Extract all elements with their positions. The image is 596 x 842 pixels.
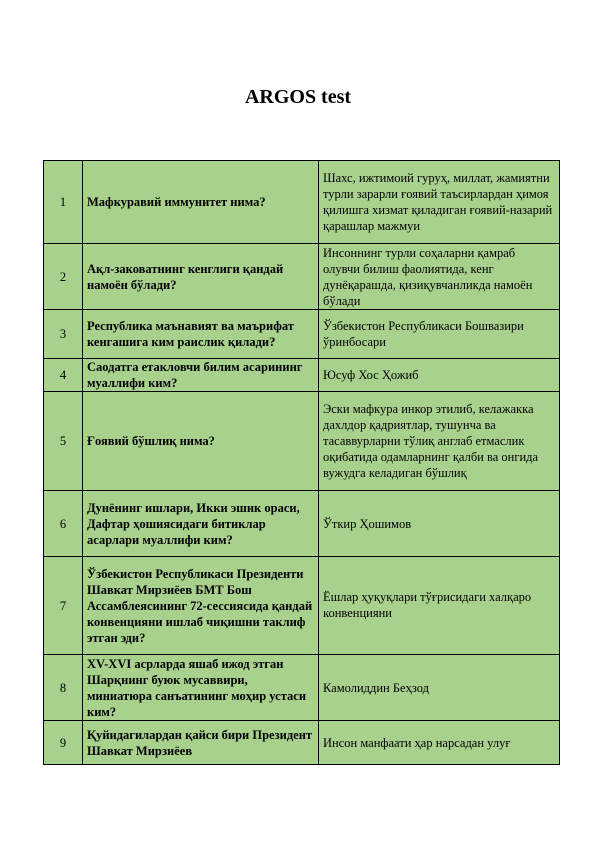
table-row xyxy=(44,721,560,765)
answer-cell: Инсоннинг турли соҳаларни қамраб олувчи билиш фаолиятида, кенг дунёқарашда, қизиқувчанликда намоён бўлади xyxy=(319,244,560,310)
answer-cell: Шахс, ижтимоий гуруҳ, миллат, жамиятни турли зарарли ғоявий таъсирлардан ҳимоя қилишга хизмат қиладиган ғоявий-назарий қарашлар мажмуи xyxy=(319,161,560,244)
answer-cell: Ёшлар ҳуқуқлари тўғрисидаги халқаро конвенцияни xyxy=(319,557,560,655)
table-row xyxy=(44,161,560,244)
question-cell: XV-XVI асрларда яшаб ижод этган Шарқнинг буюк мусаввири, миниатюра санъатининг моҳир устаси ким? xyxy=(83,655,319,721)
question-cell: Ўзбекистон Республикаси Президенти Шавкат Мирзиёев БМТ Бош Ассамблеясининг 72-сессиясида қандай конвенцияни ишлаб чиқишни таклиф этган эди? xyxy=(83,557,319,655)
table-row xyxy=(44,392,560,491)
question-answer-table xyxy=(43,160,560,765)
row-number: 6 xyxy=(44,491,83,557)
row-number: 7 xyxy=(44,557,83,655)
answer-cell: Эски мафкура инкор этилиб, келажакка дахлдор қадриятлар, тушунча ва тасаввурларни тўлиқ англаб етмаслик оқибатида одамларнинг қалби ва онгида вужудга келадиган бўшлиқ xyxy=(319,392,560,491)
row-number: 8 xyxy=(44,655,83,721)
question-cell: Дунёнинг ишлари, Икки эшик ораси, Дафтар ҳошиясидаги битиклар асарлари муаллифи ким? xyxy=(83,491,319,557)
answer-cell: Инсон манфаати ҳар нарсадан улуғ xyxy=(319,721,560,765)
row-number: 9 xyxy=(44,721,83,765)
answer-cell: Ўзбекистон Республикаси Бошвазири ўринбосари xyxy=(319,310,560,359)
answer-cell: Юсуф Хос Ҳожиб xyxy=(319,359,560,392)
question-cell: Саодатга етакловчи билим асарининг муаллифи ким? xyxy=(83,359,319,392)
answer-cell: Ўткир Ҳошимов xyxy=(319,491,560,557)
row-number: 5 xyxy=(44,392,83,491)
question-cell: Мафкуравий иммунитет нима? xyxy=(83,161,319,244)
page-title: ARGOS test xyxy=(244,86,352,108)
table-row xyxy=(44,244,560,310)
table-row xyxy=(44,491,560,557)
question-cell: Республика маънавият ва маърифат кенгашига ким раислик қилади? xyxy=(83,310,319,359)
question-cell: Қуйидагилардан қайси бири Президент Шавкат Мирзиёев xyxy=(83,721,319,765)
table-row xyxy=(44,310,560,359)
table-row xyxy=(44,557,560,655)
row-number: 4 xyxy=(44,359,83,392)
row-number: 2 xyxy=(44,244,83,310)
answer-cell: Камолиддин Беҳзод xyxy=(319,655,560,721)
question-cell: Ақл-заковатнинг кенглиги қандай намоён бўлади? xyxy=(83,244,319,310)
row-number: 3 xyxy=(44,310,83,359)
table-row xyxy=(44,359,560,392)
table-row xyxy=(44,655,560,721)
row-number: 1 xyxy=(44,161,83,244)
question-cell: Ғоявий бўшлиқ нима? xyxy=(83,392,319,491)
